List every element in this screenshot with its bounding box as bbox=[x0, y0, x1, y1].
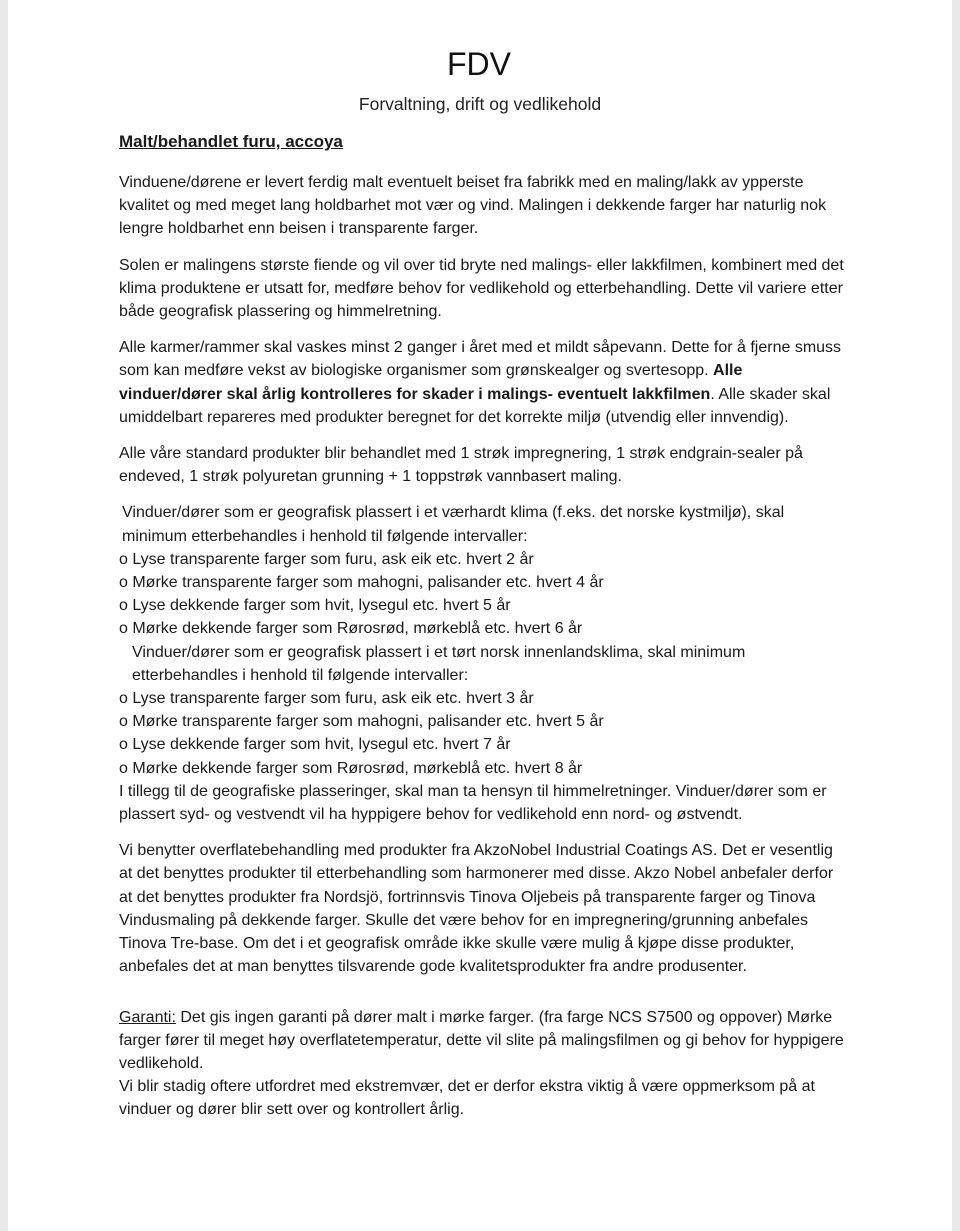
section-heading: Malt/behandlet furu, accoya bbox=[119, 132, 343, 151]
coastal-intervals bbox=[119, 501, 847, 640]
list-item: o Lyse transparente farger som furu, ask eik etc. hvert 2 år bbox=[119, 550, 534, 568]
list-item: o Mørke dekkende farger som Rørosrød, mørkeblå etc. hvert 6 år bbox=[119, 620, 583, 638]
paragraph-sun: Solen er malingens største fiende og vil over tid bryte ned malings- eller lakkfilmen, kombinert med det klima produktene er utsatt for, medføre behov for vedlikehold og etterbehandling. Dette vil variere etter både geografisk plassering og himmelretning. bbox=[119, 256, 844, 321]
coastal-intro: Vinduer/dører som er geografisk plassert i et værhardt klima (f.eks. det norske kystmiljø), skal minimum etterbehandles i henhold til følgende intervaller: bbox=[122, 504, 785, 545]
guarantee-section bbox=[119, 1006, 847, 1122]
list-item: o Mørke transparente farger som mahogni, palisander etc. hvert 5 år bbox=[119, 713, 604, 731]
cleaning-text-end: . Alle skader skal umiddelbart repareres med produkter beregnet for det korrekte miljø (utvendig eller innvendig). bbox=[119, 385, 831, 426]
list-item: o Lyse dekkende farger som hvit, lysegul etc. hvert 5 år bbox=[119, 597, 511, 615]
document-body bbox=[119, 130, 847, 1122]
paragraph-standard-treatment: Alle våre standard produkter blir behandlet med 1 strøk impregnering, 1 strøk endgrain-sealer på endeved, 1 strøk polyuretan grunning + 1 toppstrøk vannbasert maling. bbox=[119, 445, 803, 486]
cleaning-bold-text: Alle vinduer/dører skal årlig kontrolleres for skader i malings- eventuelt lakkfilmen bbox=[119, 362, 743, 403]
paragraph-cleaning bbox=[119, 336, 847, 429]
inland-intervals bbox=[119, 641, 847, 827]
document-subtitle: Forvaltning, drift og vedlikehold bbox=[358, 94, 602, 114]
guarantee-label: Garanti: bbox=[119, 1008, 176, 1026]
paragraph-products: Vi benytter overflatebehandling med produkter fra AkzoNobel Industrial Coatings AS. Det er vesentlig at det benyttes produkter til etterbehandling som harmonerer med disse. Akzo Nobel anbefaler derfor at det benyttes produkter fra Nordsjö, fortrinnsvis Tinova Oljebeis på transparente farger og Tinova Vindusmaling på dekkende farger. Skulle det være behov for en impregnering/grunning anbefales Tinova Tre-base. Om det i et geografisk område ikke skulle være mulig å kjøpe disse produkter, anbefales det at man benyttes tilsvarende gode kvalitetsprodukter fra andre produsenter. bbox=[119, 842, 834, 976]
guarantee-body: Det gis ingen garanti på dører malt i mørke farger. (fra farge NCS S7500 og oppover) Mørke farger fører til meget høy overflatetemperatur, dette vil slite på malingsfilmen og gi behov for hyppigere vedlikehold. bbox=[119, 1008, 844, 1072]
inland-intro: Vinduer/dører som er geografisk plassert i et tørt norsk innenlandsklima, skal minimum etterbehandles i henhold til følgende intervaller: bbox=[132, 643, 746, 684]
list-item: o Mørke dekkende farger som Rørosrød, mørkeblå etc. hvert 8 år bbox=[119, 759, 583, 777]
cleaning-text: Alle karmer/rammer skal vaskes minst 2 ganger i året med et mildt såpevann. Dette for å fjerne smuss som kan medføre vekst av biologiske organismer som grønskealger og svertesopp. bbox=[119, 339, 842, 380]
list-item: o Mørke transparente farger som mahogni, palisander etc. hvert 4 år bbox=[119, 574, 604, 592]
list-item: o Lyse transparente farger som furu, ask eik etc. hvert 3 år bbox=[119, 690, 534, 708]
guarantee-extreme-weather: Vi blir stadig oftere utfordret med ekstremvær, det er derfor ekstra viktig å være oppmerksom på at vinduer og dører blir sett over og kontrollert årlig. bbox=[119, 1078, 815, 1119]
guarantee-text bbox=[119, 1006, 847, 1076]
document-title: FDV bbox=[447, 46, 511, 82]
paragraph-delivery: Vinduene/dørene er levert ferdig malt eventuelt beiset fra fabrikk med en maling/lakk av ypperste kvalitet og med meget lang holdbarhet mot vær og vind. Malingen i dekkende farger har naturlig nok lengre holdbarhet enn beisen i transparente farger. bbox=[119, 174, 827, 238]
list-item: o Lyse dekkende farger som hvit, lysegul etc. hvert 7 år bbox=[119, 736, 511, 754]
orientation-note: I tillegg til de geografiske plasseringer, skal man ta hensyn til himmelretninger. Vinduer/dører som er plassert syd- og vestvendt vil ha hyppigere behov for vedlikehold enn nord- og østvendt. bbox=[119, 782, 827, 824]
